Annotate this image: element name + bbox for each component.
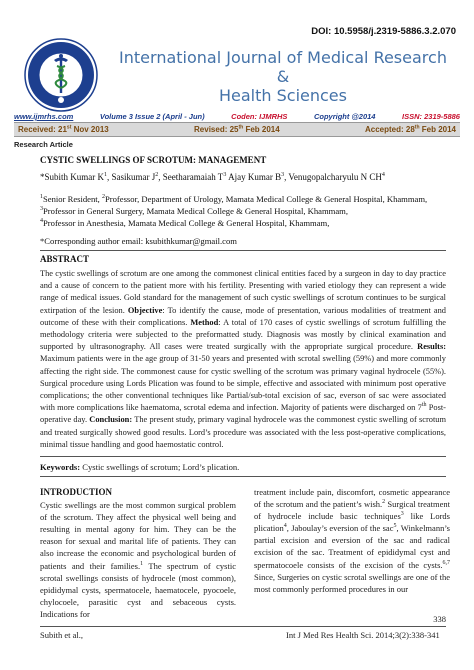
affiliation-3: $^3$Professor in General Surgery, Mamata Medical College & General Hospital, Khammam,	[40, 206, 348, 216]
journal-title-line1: International Journal of Medical Research	[119, 48, 447, 67]
journal-logo	[24, 38, 98, 112]
author-3: Seetharamaiah $T^3$	[162, 172, 227, 182]
author-list	[40, 172, 385, 182]
journal-website-link[interactable]: www.ijmrhs.com	[14, 112, 74, 121]
divider-abstract	[40, 456, 446, 457]
paper-title: CYSTIC SWELLINGS OF SCROTUM: MANAGEMENT	[40, 155, 267, 165]
corresponding-author: *Corresponding author email: ksubithkumar@gmail.com	[40, 236, 237, 246]
author-2: Sasikumar $J^2$,	[111, 172, 163, 182]
divider-top	[40, 250, 446, 251]
doi-label: DOI: 10.5958/j.2319-5886.3.2.070	[311, 26, 456, 37]
keywords: Keywords: Cystic swellings of scrotum; Lord’s plication.	[40, 462, 240, 472]
author-1: *Subith Kumar $K^1$,	[40, 172, 112, 182]
volume-label: Volume 3 Issue 2 (April - Jun)	[99, 112, 205, 121]
received-date: Received: 21st Nov 2013	[18, 124, 109, 134]
affiliation-4: $^4$Professor in Anesthesia, Mamata Medical College & General Hospital, Khammam,	[40, 218, 330, 228]
affiliation-1-2: $^1$Senior Resident, $^2$Professor, Department of Urology, Mamata Medical College & General Hospital, Khammam,	[40, 194, 428, 204]
intro-column-right: treatment include pain, discomfort, cosmetic appearance of the scrotum and the patient’s wish.$^2$ Surgical treatment of hydrocele include basic techniques$^3$ like Lords plication$^4$, Jaboulay’s eversion of the sac$^5$, Winkelmann’s partial excision and eversion of the sac and radical excision of the sac. Treatment of epididymal cyst and spermatocoele consists of the excision of the cysts.$^{6,7}$ Since, Surgeries on cystic scrotal swellings are one of the most commonly performed procedures in our	[254, 487, 450, 594]
intro-heading: INTRODUCTION	[40, 487, 113, 497]
divider-keywords	[40, 476, 446, 477]
intro-column-left: INTRODUCTION Cystic swellings are the most common surgical problem of the scrotum. They affect the physical well being and resulting in mental agony for him. They can be the reason for sexual and marital life of patients. They can also increase the economic and psychological burden of patients and their families.$^1$ The spectrum of cystic scrotal swellings consists of hydrocele (most common), epididymal cysts, spermatocele, haematocele, pyocoele, chylocoele, parasitic cyst and sebaceous cysts. Indications for	[40, 487, 236, 619]
copyright-label: Copyright @2014	[313, 112, 376, 121]
abstract-body: The cystic swellings of scrotum are one among the commonest clinical entities faced by a surgeon in day to day practice and a cause of concern to the patient more with his fertility. Presenting with varied etiology they can represent a wide range of medical issues. Gold standard for the management of such cystic swellings of scrotum continues to be surgical extirpation of the lesion. Objective: To identify the cause, mode of presentation, various modalities of treatment and outcome of these with their complications. Method: A total of 170 cases of cystic swellings of scrotum fulfilling the methodology criteria were subjected to the preformatted study. Diagnosis was mostly by clinical examination and supported by ultrasonography. All cases were treated surgically with the appropriate surgical procedure. Results: Maximum patients were in the age group of 31-50 years and presented with scrotal swelling (59%) and more commonly affecting the right side. The commonest cause for cystic swelling of the scrotum was primary vaginal hydrocele (55%). Surgical procedure using Lords Plication was found to be simple, effective and associated with minimum post operative complications; the other conventional techniques like Partial/sub-total excision of sac, everson of sac were associated with more complications like haematoma, scrotal edema and infection. Majority of patients were discharged on 7th Post-operative day. Conclusion: The present study, primary vaginal hydrocele was the commonest cystic swelling of scrotum and treated surgically showed good results. Lord’s procedure was associated with the less post-operative complications, minimal tissue handling and good haemostatic control.	[40, 269, 446, 449]
footer-left: Subith et al.,	[40, 630, 83, 640]
journal-meta-line	[14, 112, 460, 121]
author-5: Venugopalcharyulu N $CH^4$	[288, 172, 385, 182]
dates-bar	[14, 122, 460, 137]
journal-title-line3: Health Sciences	[219, 86, 347, 105]
abstract-heading: ABSTRACT	[40, 254, 90, 264]
affiliations	[40, 193, 427, 229]
journal-title	[103, 48, 463, 105]
issn-label: ISSN: 2319-5886	[402, 112, 460, 121]
article-type: Research Article	[14, 140, 73, 149]
accepted-date: Accepted: 28th Feb 2014	[365, 124, 456, 134]
page-number: 338	[433, 614, 446, 624]
journal-title-line2: &	[276, 67, 290, 86]
divider-footer	[40, 626, 446, 627]
author-4: Ajay Kumar $B^3$,	[228, 172, 289, 182]
revised-date: Revised: 25th Feb 2014	[194, 124, 280, 134]
footer-citation: Int J Med Res Health Sci. 2014;3(2):338-341	[286, 630, 440, 640]
coden-label: Coden: IJMRHS	[231, 112, 288, 121]
